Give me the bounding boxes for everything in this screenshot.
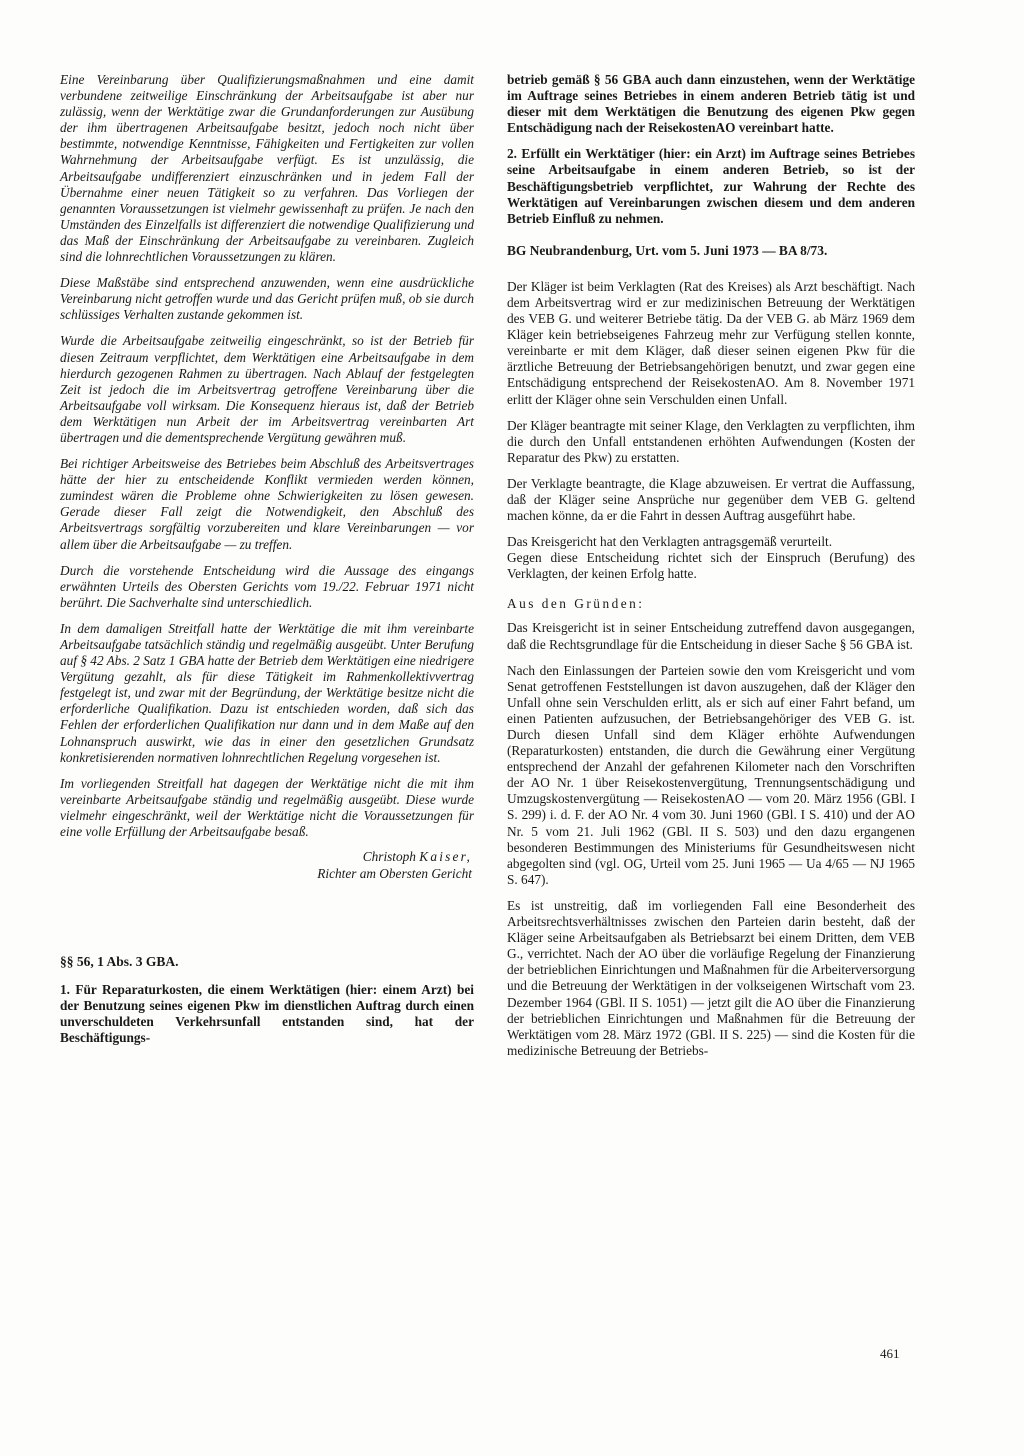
facts-paragraph: Das Kreisgericht hat den Verklagten antragsgemäß verurteilt. bbox=[507, 534, 833, 550]
paragraph: Eine Vereinbarung über Qualifizierungsmaßnahmen und eine damit verbundene zeitweilige Einschränkung der Arbeitsaufgabe ist aber nur zulässig, wenn der Werktätige zwar die Grundanforderungen zur Ausübung der ihm übertragenen Arbeitsaufgabe besitzt, jedoch noch nicht über bestimmte, notwendige Kenntnisse, Fähigkeiten und Fertigkeiten zur vollen Wahrnehmung der Arbeitsaufgabe verfügt. Es ist unzulässig, die Arbeitsaufgabe undifferenziert einzuschränken und in jedem Fall der Übernahme einer neuen Tätigkeit so zu verfahren. Das Vorliegen der genannten Voraussetzungen ist vielmehr gewissenhaft zu prüfen. Je nach den Umständen des Einzelfalls ist differenziert die notwendige Qualifizierung und das Maß der Einschränkung der Arbeitsaufgabe zu vereinbaren. Zugleich sind die lohnrechtlichen Voraussetzungen zu klären. bbox=[60, 72, 474, 265]
facts-paragraph: Der Verklagte beantragte, die Klage abzuweisen. Er vertrat die Auffassung, daß der Kläger seine Ansprüche nur gegenüber dem VEB G. geltend machen könne, da er die Fahrt in dessen Auftrag ausgeführt habe. bbox=[507, 475, 915, 524]
facts-paragraph: Der Kläger beantragte mit seiner Klage, den Verklagten zu verpflichten, ihm die durch den Unfall entstandenen erhöhten Aufwendungen (Kosten der Reparatur des Pkw) zu erstatten. bbox=[507, 417, 915, 465]
headnote-1: 1. Für Reparaturkosten, die einem Werktätigen (hier: einem Arzt) bei der Benutzung seines eigenen Pkw im dienstlichen Auftrag durch einen unverschuldeten Verkehrsunfall entstanden sind, hat der Beschäftigungs- bbox=[60, 982, 474, 1046]
signature-block bbox=[60, 848, 472, 882]
signature-last-name: Kaiser, bbox=[419, 849, 472, 865]
court-citation: BG Neubrandenburg, Urt. vom 5. Juni 1973 — BA 8/73. bbox=[507, 242, 828, 258]
right-column bbox=[507, 72, 915, 1059]
facts-paragraph: Der Kläger ist beim Verklagten (Rat des Kreises) als Arzt beschäftigt. Nach dem Arbeitsvertrag wird er zur medizinischen Betreuung der Werktätigen des VEB G. und weiterer Betriebe tätig. Da der VEB G. ab März 1969 dem Kläger kein betriebseigenes Fahrzeug mehr zur Verfügung stellen konnte, vereinbarte er mit dem Kläger, daß dieser seinen eigenen Pkw für die ärztliche Betreuung der Betriebsangehörigen benutzt, und zwar gegen eine Entschädigung entsprechend der ReisekostenAO. Am 8. November 1971 erlitt der Kläger ohne sein Verschulden einen Unfall. bbox=[507, 278, 915, 407]
headnote-1-continued: betrieb gemäß § 56 GBA auch dann einzustehen, wenn der Werktätige im Auftrage seines Betriebes in einem anderen Betrieb tätig ist und dieser mit dem Werktätigen die Benutzung des eigenen Pkw gegen Entschädigung nach der ReisekostenAO vereinbart hatte. bbox=[507, 72, 915, 136]
signature-name bbox=[60, 848, 472, 865]
page-number: 461 bbox=[880, 1346, 900, 1361]
norm-heading: §§ 56, 1 Abs. 3 GBA. bbox=[60, 954, 179, 970]
facts-paragraph: Gegen diese Entscheidung richtet sich der Einspruch (Berufung) des Verklagten, der keinen Erfolg hatte. bbox=[507, 550, 915, 582]
paragraph: Wurde die Arbeitsaufgabe zeitweilig eingeschränkt, so ist der Betrieb für diesen Zeitraum verpflichtet, dem Werktätigen eine Arbeitsaufgabe in dem hierdurch gezogenen Rahmen zu übertragen. Nach Ablauf der festgelegten Zeit ist jedoch die im Arbeitsvertrag getroffene Vereinbarung über die Arbeitsaufgabe voll wirksam. Die Konsequenz hieraus ist, daß der Betrieb dem Werktätigen nun Arbeit der im Arbeitsvertrag vereinbarten Art übertragen und die dementsprechende Vergütung gewähren muß. bbox=[60, 333, 474, 445]
reasons-paragraph: Es ist unstreitig, daß im vorliegenden Fall eine Besonderheit des Arbeitsrechtsverhältnisses zwischen den Parteien darin besteht, daß der Kläger seine Arbeitsaufgaben als Betriebsarzt bei einem Dritten, dem VEB G., verrichtet. Nach der AO über die vorläufige Regelung der Finanzierung der betrieblichen Einrichtungen und Maßnahmen für die Arbeiterversorgung und die Betreuung der Werktätigen in der volkseigenen Wirtschaft vom 23. Dezember 1964 (GBl. II S. 1051) — jetzt gilt die AO über die Finanzierung der betrieblichen Einrichtungen und Maßnahmen für die Betreuung der Werktätigen vom 28. März 1972 (GBl. II S. 225) — sind die Kosten für die medizinische Betreuung der Betriebs- bbox=[507, 897, 915, 1058]
paragraph: Diese Maßstäbe sind entsprechend anzuwenden, wenn eine ausdrückliche Vereinbarung nicht getroffen wurde und das Gericht prüfen muß, ob sie durch schlüssiges Verhalten zustande gekommen ist. bbox=[60, 275, 474, 323]
signature-title: Richter am Obersten Gericht bbox=[317, 866, 472, 882]
paragraph: Bei richtiger Arbeitsweise des Betriebes beim Abschluß des Arbeitsvertrages hätte der hier zu entscheidende Konflikt vermieden werden können, zumindest wären die Probleme ohne Schwierigkeiten zu lösen gewesen. Gerade dieser Fall zeigt die Notwendigkeit, den Abschluß des Arbeitsvertrags sorgfältig vorzubereiten und klare Vereinbarungen — vor allem über die Arbeitsaufgabe — zu treffen. bbox=[60, 456, 474, 552]
signature-first-name: Christoph bbox=[362, 849, 416, 865]
paragraph: Durch die vorstehende Entscheidung wird die Aussage des eingangs erwähnten Urteils des Obersten Gerichts vom 19./22. Februar 1971 nicht berührt. Die Sachverhalte sind unterschiedlich. bbox=[60, 562, 474, 610]
paragraph: In dem damaligen Streitfall hatte der Werktätige die mit ihm vereinbarte Arbeitsaufgabe tatsächlich ständig und regelmäßig ausgeübt. Unter Berufung auf § 42 Abs. 2 Satz 1 GBA hatte der Betrieb dem Werktätigen eine niedrigere Vergütung gezahlt, als für diese Tätigkeit im Rahmenkollektivvertrag festgelegt ist, und zwar mit der Begründung, der Werktätige besitze nicht die erforderliche Qualifikation. Dazu ist entschieden worden, daß sich das Fehlen der erforderlichen Qualifikation nur dann und in dem Maße auf den Lohnanspruch auswirkt, wie das in einer den gesetzlichen Grundsatz konkretisierenden normativen lohnrechtlichen Regelung vorgesehen ist. bbox=[60, 620, 474, 765]
reasons-title: Aus den Gründen: bbox=[507, 596, 645, 612]
reasons-paragraph: Nach den Einlassungen der Parteien sowie den vom Kreisgericht und vom Senat getroffenen Feststellungen ist davon auszugehen, daß der Kläger den Unfall ohne sein Verschulden erlitt, als er sich auf einer Fahrt befand, um einen Patienten aufzusuchen, der Betriebsangehöriger des VEB G. ist. Durch diesen Unfall sind dem Kläger erhöhte Aufwendungen (Reparaturkosten) entstanden, die durch die Gewährung einer Vergütung entsprechend der Anzahl der gefahrenen Kilometer nach den Vorschriften der AO Nr. 1 über Reisekostenvergütung, Trennungsentschädigung und Umzugskostenvergütung — ReisekostenAO — vom 20. März 1956 (GBl. I S. 299) i. d. F. der AO Nr. 4 vom 30. Juni 1960 (GBl. I S. 410) und der AO Nr. 5 vom 21. Juli 1962 (GBl. II S. 503) und den dazu ergangenen besonderen Bestimmungen des Ministeriums für Gesundheitswesen nicht abgegolten sind (vgl. OG, Urteil vom 25. Juni 1965 — Ua 4/65 — NJ 1965 S. 647). bbox=[507, 662, 915, 887]
left-column bbox=[60, 72, 474, 1047]
paragraph: Im vorliegenden Streitfall hat dagegen der Werktätige nicht die mit ihm vereinbarte Arbeitsaufgabe ständig und regelmäßig ausgeübt. Diese wurde vielmehr eingeschränkt, weil der Werktätige nicht die Voraussetzungen für eine volle Erfüllung der Arbeitsaufgabe besaß. bbox=[60, 775, 474, 840]
headnote-2: 2. Erfüllt ein Werktätiger (hier: ein Arzt) im Auftrage seines Betriebes seine Arbeitsaufgabe in einem anderen Betrieb, so ist der Beschäftigungsbetrieb verpflichtet, zur Wahrung der Rechte des Werktätigen auf Vereinbarungen zwischen diesem und dem anderen Betrieb Einfluß zu nehmen. bbox=[507, 146, 915, 226]
reasons-paragraph: Das Kreisgericht ist in seiner Entscheidung zutreffend davon ausgegangen, daß die Rechtsgrundlage für die Entscheidung in dieser Sache § 56 GBA ist. bbox=[507, 620, 915, 652]
